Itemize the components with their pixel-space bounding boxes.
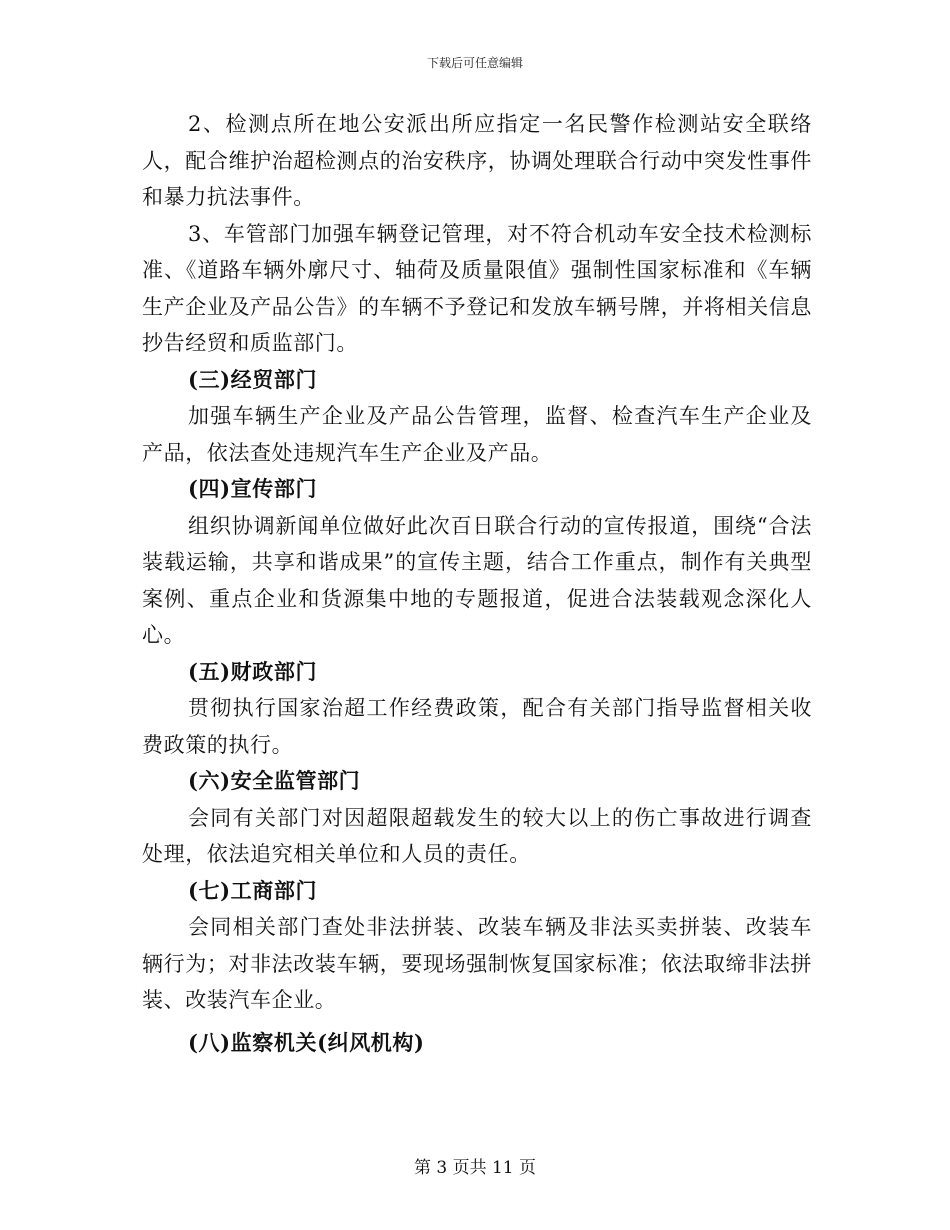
paragraph-2-public-security-liaison: 2、检测点所在地公安派出所应指定一名民警作检测站安全联络人，配合维护治超检测点的治安秩序，协调处理联合行动中突发性事件和暴力抗法事件。 [142, 112, 812, 209]
paragraph-3-vehicle-registration: 3、车管部门加强车辆登记管理，对不符合机动车安全技术检测标准、《道路车辆外廓尺寸、轴荷及质量限值》强制性国家标准和《车辆生产企业及产品公告》的车辆不予登记和发放车辆号牌，并将相关信息抄告经贸和质监部门。 [142, 221, 812, 355]
section-heading-finance: (五)财政部门 [188, 658, 318, 684]
section-heading-supervision-organ: (八)监察机关(纠风机构) [188, 1029, 425, 1055]
section-heading-industry-commerce: (七)工商部门 [188, 877, 318, 903]
paragraph-industry-commerce: 会同相关部门查处非法拼装、改装车辆及非法买卖拼装、改装车辆行为；对非法改装车辆，要现场强制恢复国家标准；依法取缔非法拼装、改装汽车企业。 [142, 915, 812, 1012]
paragraph-finance: 贯彻执行国家治超工作经费政策，配合有关部门指导监督相关收费政策的执行。 [142, 696, 812, 757]
paragraph-publicity: 组织协调新闻单位做好此次百日联合行动的宣传报道，围绕“合法装载运输，共享和谐成果”的宣传主题，结合工作重点，制作有关典型案例、重点企业和货源集中地的专题报道，促进合法装载观念深化人心。 [142, 513, 812, 647]
section-heading-publicity: (四)宣传部门 [188, 476, 318, 501]
section-heading-economic-trade: (三)经贸部门 [188, 366, 318, 392]
page-number-footer: 第 3 页共 11 页 [413, 1158, 537, 1178]
paragraph-safety-supervision: 会同有关部门对因超限超载发生的较大以上的伤亡事故进行调查处理，依法追究相关单位和人员的责任。 [142, 805, 812, 866]
section-heading-safety-supervision: (六)安全监管部门 [188, 768, 361, 793]
document-body [142, 106, 812, 1061]
header-note: 下载后可任意编辑 [426, 56, 523, 70]
paragraph-economic-trade: 加强车辆生产企业及产品公告管理，监督、检查汽车生产企业及产品，依法查处违规汽车生产企业及产品。 [142, 404, 812, 465]
